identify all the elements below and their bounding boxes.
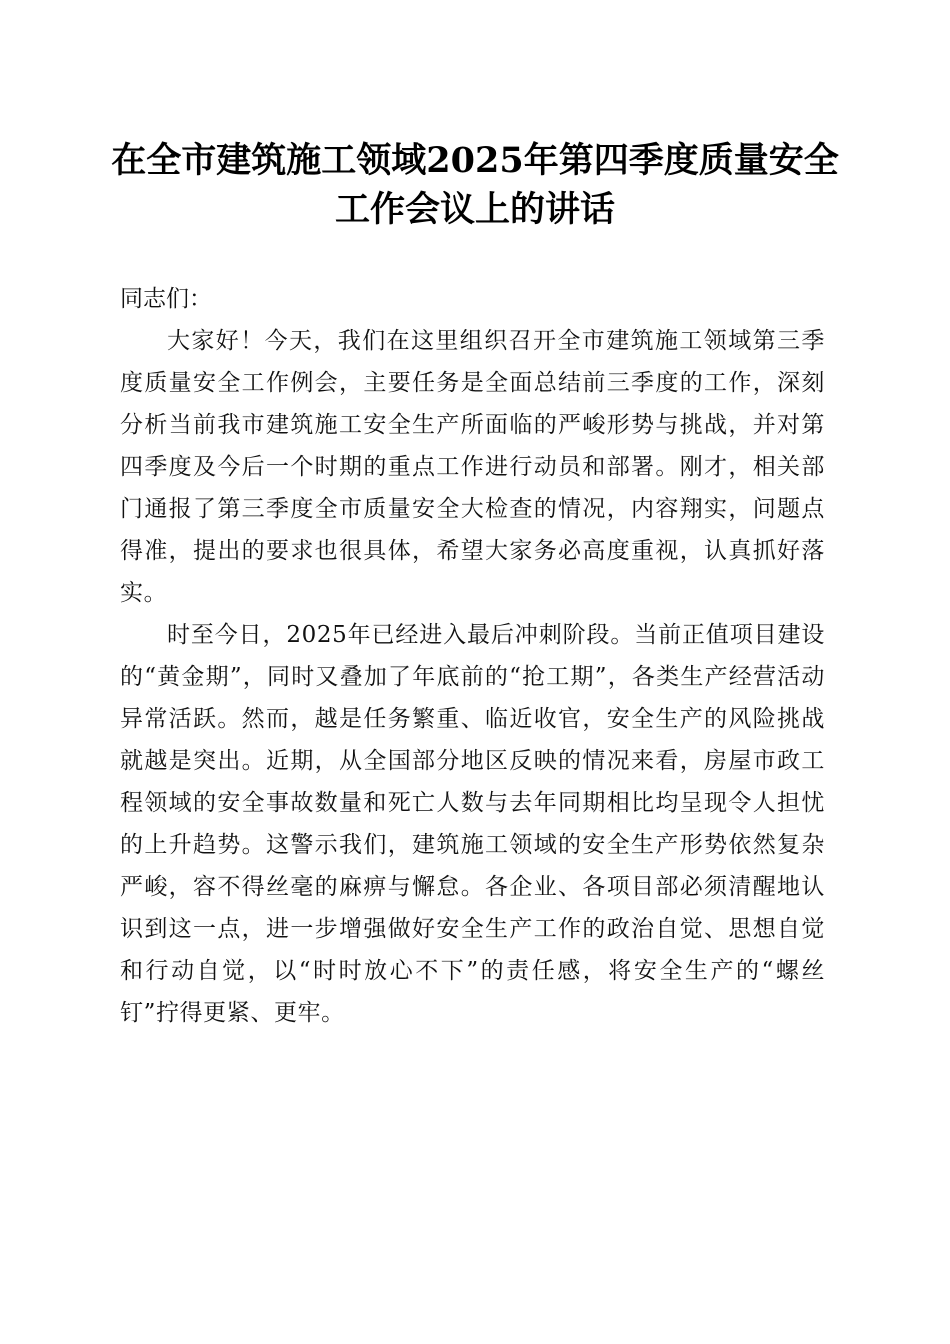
document-title: 在全市建筑施工领域2025年第四季度质量安全工作会议上的讲话 xyxy=(111,140,839,230)
paragraph: 大家好！今天，我们在这里组织召开全市建筑施工领域第三季度质量安全工作例会，主要任务是全面总结前三季度的工作，深刻分析当前我市建筑施工安全生产所面临的严峻形势与挑战，并对第四季度及今后一个时期的重点工作进行动员和部署。刚才，相关部门通报了第三季度全市质量安全大检查的情况，内容翔实，问题点得准，提出的要求也很具体，希望大家务必高度重视，认真抓好落实。 xyxy=(120,328,825,606)
salutation: 同志们： xyxy=(120,286,212,312)
document-body xyxy=(120,278,825,1034)
paragraph: 时至今日，2025年已经进入最后冲刺阶段。当前正值项目建设的“黄金期”，同时又叠加了年底前的“抢工期”，各类生产经营活动异常活跃。然而，越是任务繁重、临近收官，安全生产的风险挑战就越是突出。近期，从全国部分地区反映的情况来看，房屋市政工程领域的安全事故数量和死亡人数与去年同期相比均呈现令人担忧的上升趋势。这警示我们，建筑施工领域的安全生产形势依然复杂严峻，容不得丝毫的麻痹与懈怠。各企业、各项目部必须清醒地认识到这一点，进一步增强做好安全生产工作的政治自觉、思想自觉和行动自觉，以“时时放心不下”的责任感，将安全生产的“螺丝钉”拧得更紧、更牢。 xyxy=(120,622,825,1026)
